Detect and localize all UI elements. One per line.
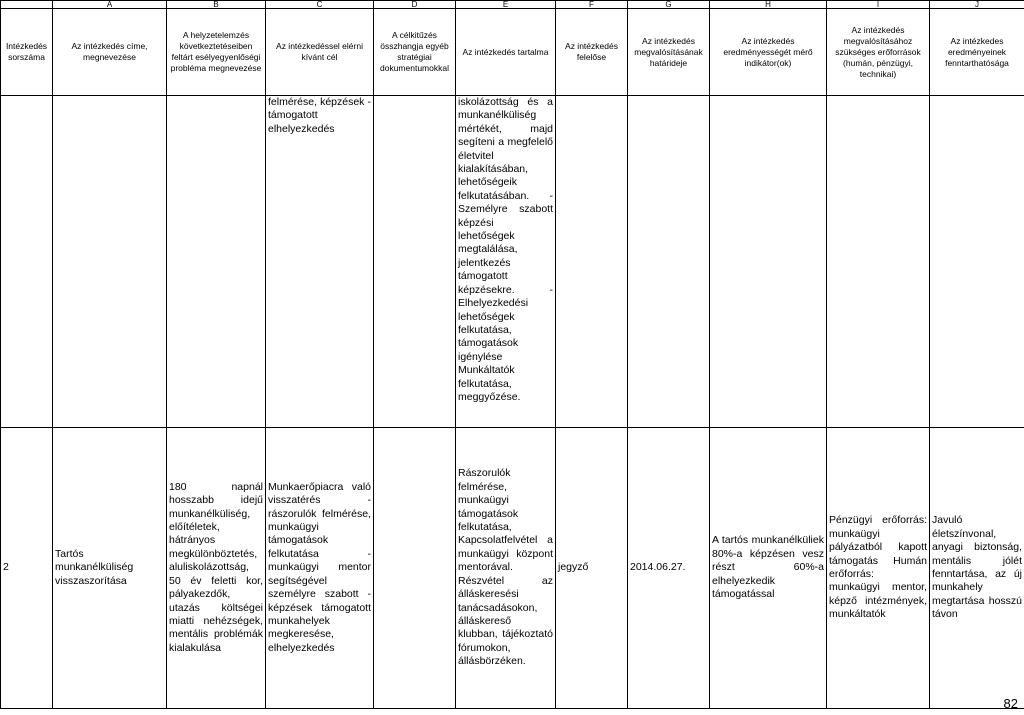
header-indicator: Az intézkedés eredményességét mérő indikátor(ok) <box>710 9 827 96</box>
column-letter: A <box>53 1 167 9</box>
cell-goal: felmérése, képzések - támogatott elhelyezkedés <box>266 96 374 428</box>
header-alignment: A célkitűzés összhangja egyéb stratégiai dokumentumokkal <box>374 9 456 96</box>
page-number: 82 <box>1003 696 1018 711</box>
column-letter: G <box>628 1 710 9</box>
cell-title <box>53 96 167 428</box>
column-letter: H <box>710 1 827 9</box>
column-letter: B <box>167 1 266 9</box>
cell-number: 2 <box>1 428 53 709</box>
header-content: Az intézkedés tartalma <box>456 9 556 96</box>
cell-content: Rászorulók felmérése, munkaügyi támogatások felkutatása, Kapcsolatfelvétel a munkaügyi központ mentorával. Részvétel az álláskeresési tanácsadásokon, álláskereső klubban, tájékoztató fórumokon, állásbörzéken. <box>456 428 556 709</box>
column-letter: F <box>556 1 628 9</box>
cell-number <box>1 96 53 428</box>
header-goal: Az intézkedéssel elérni kívánt cél <box>266 9 374 96</box>
header-sustainability: Az intézkedes eredményeinek fenntarthatósága <box>930 9 1024 96</box>
column-letter-row <box>1 1 1024 9</box>
column-letter: E <box>456 1 556 9</box>
cell-sustainability <box>930 96 1024 428</box>
cell-resources <box>827 96 930 428</box>
cell-problem <box>167 96 266 428</box>
column-letter: C <box>266 1 374 9</box>
cell-responsible: jegyző <box>556 428 628 709</box>
column-letter: I <box>827 1 930 9</box>
cell-indicator: A tartós munkanélküliek 80%-a képzésen vesz részt 60%-a elhelyezkedik támogatással <box>710 428 827 709</box>
cell-sustainability: Javuló életszínvonal, anyagi biztonság, mentális jólét fenntartása, az új munkahely megtartása hosszú távon <box>930 428 1024 709</box>
header-row <box>1 9 1024 96</box>
header-deadline: Az intézkedés megvalósításának határideje <box>628 9 710 96</box>
header-responsible: Az intézkedés felelőse <box>556 9 628 96</box>
cell-alignment <box>374 428 456 709</box>
cell-responsible <box>556 96 628 428</box>
cell-problem: 180 napnál hosszabb idejű munkanélküliség, előítéletek, hátrányos megkülönböztetés, aluliskolázottság, 50 év feletti kor, pályakezdők, utazás költségei miatti nehézségek, mentális problémák kialakulása <box>167 428 266 709</box>
header-title: Az intézkedés címe, megnevezése <box>53 9 167 96</box>
cell-deadline <box>628 96 710 428</box>
header-resources: Az intézkedés megvalósításához szükséges erőforrások (humán, pénzügyi, technikai) <box>827 9 930 96</box>
cell-alignment <box>374 96 456 428</box>
cell-goal: Munkaerőpiacra való visszatérés - rászorulók felmérése, munkaügyi támogatások felkutatása - munkaügyi mentor segítségével személyre szabott - képzések támogatott munkahelyek megkeresése, elhelyezkedés <box>266 428 374 709</box>
table-row <box>1 428 1024 709</box>
cell-resources: Pénzügyi erőforrás: munkaügyi pályázatból kapott támogatás Humán erőforrás: munkaügyi mentor, képző intézmények, munkáltatók <box>827 428 930 709</box>
header-number: Intézkedés sorszáma <box>1 9 53 96</box>
cell-deadline: 2014.06.27. <box>628 428 710 709</box>
cell-content: iskolázottság és a munkanélküliség mértékét, majd segíteni a megfelelő életvitel kialakításában, lehetőségeik felkutatásában. - Személyre szabott képzési lehetőségek megtalálása, jelentkezés támogatott képzésekre. - Elhelyezkedési lehetőségek felkutatása, támogatások igénylése Munkáltatók felkutatása, meggyőzése. <box>456 96 556 428</box>
column-letter <box>1 1 53 9</box>
column-letter: J <box>930 1 1024 9</box>
column-letter: D <box>374 1 456 9</box>
table-row <box>1 96 1024 428</box>
header-problem: A helyzetelemzés következtetéseiben feltárt esélyegyenlőségi probléma megnevezése <box>167 9 266 96</box>
cell-title: Tartós munkanélküliség visszaszorítása <box>53 428 167 709</box>
cell-indicator <box>710 96 827 428</box>
